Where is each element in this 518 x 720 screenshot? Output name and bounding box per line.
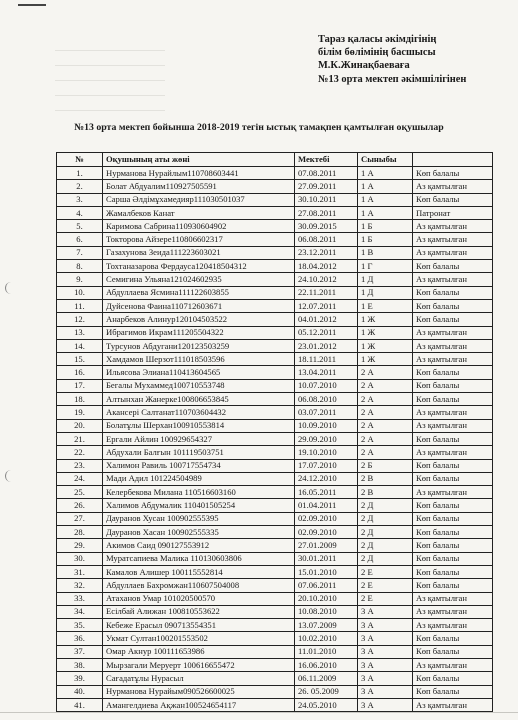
table-row (57, 246, 493, 259)
cell-class: 2 А (358, 366, 413, 379)
cell-date: 16.05.2011 (295, 486, 358, 499)
cell-status: Аз қамтылған (413, 273, 493, 286)
cell-class: 2 А (358, 419, 413, 432)
cell-status: Аз қамтылған (413, 353, 493, 366)
cell-number: 39. (57, 672, 103, 685)
cell-number: 29. (57, 539, 103, 552)
cell-name: Кебеже Ерасыл 090713554351 (103, 619, 295, 632)
table-row (57, 406, 493, 419)
cell-date: 27.09.2011 (295, 180, 358, 193)
cell-date: 10.08.2010 (295, 605, 358, 618)
table-row (57, 432, 493, 445)
cell-name: Халимон Равиль 100717554734 (103, 459, 295, 472)
cell-number: 37. (57, 645, 103, 658)
cell-status: Көп балалы (413, 432, 493, 445)
cell-class: 3 А (358, 698, 413, 711)
cell-class: 2 А (358, 406, 413, 419)
cell-number: 11. (57, 299, 103, 312)
cell-number: 17. (57, 379, 103, 392)
cell-name: Халимов Абдумалик 110401505254 (103, 499, 295, 512)
cell-date: 02.09.2010 (295, 526, 358, 539)
cell-date: 22.11.2011 (295, 286, 358, 299)
cell-number: 18. (57, 393, 103, 406)
cell-status: Көп балалы (413, 260, 493, 273)
table-header-row (57, 153, 493, 167)
cell-date: 16.06.2010 (295, 658, 358, 671)
cell-status: Көп балалы (413, 645, 493, 658)
cell-name: Дауранов Хасан 100902555335 (103, 526, 295, 539)
cell-date: 06.08.2010 (295, 393, 358, 406)
cell-status: Аз қамтылған (413, 326, 493, 339)
header-name: Оқушының аты жөні (103, 153, 295, 167)
table-row (57, 619, 493, 632)
cell-date: 24.10.2012 (295, 273, 358, 286)
cell-name: Сарша Әлдімұхамедияр111030501037 (103, 193, 295, 206)
cell-name: Мырзагали Меруерт 100616655472 (103, 658, 295, 671)
cell-class: 2 Д (358, 512, 413, 525)
cell-class: 1 Ж (358, 353, 413, 366)
table-row (57, 326, 493, 339)
cell-status: Көп балалы (413, 193, 493, 206)
cell-date: 02.09.2010 (295, 512, 358, 525)
cell-number: 4. (57, 206, 103, 219)
table-row (57, 446, 493, 459)
cell-status: Көп балалы (413, 299, 493, 312)
cell-class: 1 Ж (358, 313, 413, 326)
cell-number: 35. (57, 619, 103, 632)
cell-name: Газахунова Зеида111223603021 (103, 246, 295, 259)
cell-date: 06.08.2011 (295, 233, 358, 246)
cell-class: 1 А (358, 193, 413, 206)
cell-date: 05.12.2011 (295, 326, 358, 339)
table-row (57, 273, 493, 286)
table-row (57, 220, 493, 233)
cell-number: 31. (57, 565, 103, 578)
cell-number: 8. (57, 260, 103, 273)
cell-name: Турсунов Абдугани120123503259 (103, 339, 295, 352)
cell-number: 2. (57, 180, 103, 193)
cell-status: Аз қамтылған (413, 220, 493, 233)
cell-status: Аз қамтылған (413, 698, 493, 711)
cell-number: 20. (57, 419, 103, 432)
cell-number: 9. (57, 273, 103, 286)
table-row (57, 313, 493, 326)
table-row (57, 286, 493, 299)
cell-date: 06.11.2009 (295, 672, 358, 685)
cell-status: Аз қамтылған (413, 339, 493, 352)
cell-number: 38. (57, 658, 103, 671)
cell-date: 03.07.2011 (295, 406, 358, 419)
cell-class: 2 Е (358, 579, 413, 592)
cell-name: Акансері Салтанат110703604432 (103, 406, 295, 419)
cell-status: Аз қамтылған (413, 246, 493, 259)
cell-date: 20.10.2010 (295, 592, 358, 605)
cell-status: Аз қамтылған (413, 592, 493, 605)
corner-mark (18, 4, 46, 6)
cell-status: Аз қамтылған (413, 446, 493, 459)
cell-status: Көп балалы (413, 393, 493, 406)
cell-number: 28. (57, 526, 103, 539)
cell-status: Көп балалы (413, 472, 493, 485)
table-row (57, 472, 493, 485)
table-row (57, 552, 493, 565)
cell-name: Ибрагимов Икрам111205504322 (103, 326, 295, 339)
cell-class: 2 Д (358, 552, 413, 565)
students-table (56, 152, 493, 712)
cell-status: Аз қамтылған (413, 233, 493, 246)
cell-class: 1 Е (358, 299, 413, 312)
cell-status: Көп балалы (413, 313, 493, 326)
cell-number: 3. (57, 193, 103, 206)
table-row (57, 379, 493, 392)
table-row (57, 353, 493, 366)
cell-date: 30.01.2011 (295, 552, 358, 565)
cell-name: Укмат Султан100201553502 (103, 632, 295, 645)
cell-status: Аз қамтылған (413, 486, 493, 499)
cell-date: 12.07.2011 (295, 299, 358, 312)
addressee-line: білім бөлімінің басшысы (318, 47, 436, 59)
cell-status: Көп балалы (413, 685, 493, 698)
cell-status: Көп балалы (413, 552, 493, 565)
table-row (57, 539, 493, 552)
cell-class: 2 А (358, 393, 413, 406)
cell-date: 10.07.2010 (295, 379, 358, 392)
cell-number: 23. (57, 459, 103, 472)
cell-number: 1. (57, 167, 103, 180)
cell-status: Көп балалы (413, 379, 493, 392)
cell-class: 2 Д (358, 539, 413, 552)
cell-class: 1 В (358, 246, 413, 259)
table-row (57, 592, 493, 605)
cell-status: Көп балалы (413, 499, 493, 512)
cell-name: Камалов Алишер 100115552814 (103, 565, 295, 578)
cell-status: Көп балалы (413, 526, 493, 539)
cell-date: 24.05.2010 (295, 698, 358, 711)
cell-status: Аз қамтылған (413, 619, 493, 632)
cell-class: 1 Ж (358, 339, 413, 352)
cell-number: 22. (57, 446, 103, 459)
cell-name: Омар Акнур 100111653986 (103, 645, 295, 658)
table-row (57, 339, 493, 352)
table-row (57, 565, 493, 578)
cell-date: 10.02.2010 (295, 632, 358, 645)
cell-class: 1 А (358, 167, 413, 180)
addressee-line: М.К.Жинақбаеваға (318, 60, 410, 72)
cell-name: Амангелдиева Ақжан100524654117 (103, 698, 295, 711)
table-row (57, 459, 493, 472)
cell-class: 3 А (358, 632, 413, 645)
cell-class: 2 Е (358, 592, 413, 605)
cell-name: Абдуллаева Ясмина111122603855 (103, 286, 295, 299)
table-row (57, 526, 493, 539)
table-row (57, 672, 493, 685)
cell-date: 30.10.2011 (295, 193, 358, 206)
table-row (57, 419, 493, 432)
cell-number: 41. (57, 698, 103, 711)
cell-class: 2 А (358, 446, 413, 459)
table-row (57, 499, 493, 512)
cell-status: Көп балалы (413, 167, 493, 180)
table-row (57, 180, 493, 193)
cell-date: 23.01.2012 (295, 339, 358, 352)
cell-name: Болатұлы Шерхан100910553814 (103, 419, 295, 432)
cell-status: Аз қамтылған (413, 658, 493, 671)
cell-number: 5. (57, 220, 103, 233)
cell-name: Тохтаназарова Фердауса120418504312 (103, 260, 295, 273)
punch-hole-mark (5, 282, 16, 294)
cell-date: 13.07.2009 (295, 619, 358, 632)
cell-name: Нурманова Нурайлым110708603441 (103, 167, 295, 180)
table-row (57, 167, 493, 180)
cell-number: 26. (57, 499, 103, 512)
cell-number: 14. (57, 339, 103, 352)
cell-name: Абдуллаев Бахромжан110607504008 (103, 579, 295, 592)
addressee-line: Тараз қаласы әкімдігінің (318, 34, 437, 45)
cell-number: 30. (57, 552, 103, 565)
cell-number: 40. (57, 685, 103, 698)
cell-status: Көп балалы (413, 632, 493, 645)
table-row (57, 260, 493, 273)
table-row (57, 233, 493, 246)
cell-class: 3 А (358, 619, 413, 632)
cell-class: 3 А (358, 645, 413, 658)
cell-date: 11.01.2010 (295, 645, 358, 658)
page-edge-line (0, 712, 518, 713)
cell-name: Алтынхан Жанерке100806653845 (103, 393, 295, 406)
cell-class: 2 Е (358, 565, 413, 578)
cell-class: 2 В (358, 472, 413, 485)
cell-number: 13. (57, 326, 103, 339)
cell-date: 01.04.2011 (295, 499, 358, 512)
cell-date: 15.01.2010 (295, 565, 358, 578)
cell-name: Жамалбеков Канат (103, 206, 295, 219)
cell-name: Акимов Саид 090127553912 (103, 539, 295, 552)
cell-date: 18.04.2012 (295, 260, 358, 273)
cell-class: 3 А (358, 672, 413, 685)
cell-status: Көп балалы (413, 579, 493, 592)
table-row (57, 698, 493, 711)
cell-name: Дауранов Хусан 100902555395 (103, 512, 295, 525)
cell-status: Көп балалы (413, 512, 493, 525)
cell-status: Аз қамтылған (413, 406, 493, 419)
cell-name: Хамдамов Шерзот111018503596 (103, 353, 295, 366)
faded-bleed-through (55, 40, 165, 115)
table-row (57, 393, 493, 406)
cell-class: 1 Д (358, 273, 413, 286)
cell-name: Есілбай Алижан 100810553622 (103, 605, 295, 618)
cell-class: 1 Б (358, 220, 413, 233)
cell-class: 3 А (358, 658, 413, 671)
cell-date: 27.01.2009 (295, 539, 358, 552)
cell-number: 32. (57, 579, 103, 592)
cell-number: 19. (57, 406, 103, 419)
cell-name: Мади Адил 101224504989 (103, 472, 295, 485)
cell-number: 33. (57, 592, 103, 605)
table-row (57, 366, 493, 379)
table-row (57, 658, 493, 671)
cell-class: 2 А (358, 379, 413, 392)
cell-class: 2 Д (358, 526, 413, 539)
cell-number: 7. (57, 246, 103, 259)
header-school: Мектебі (295, 153, 358, 167)
cell-status: Көп балалы (413, 539, 493, 552)
cell-status: Аз қамтылған (413, 419, 493, 432)
cell-status: Көп балалы (413, 366, 493, 379)
cell-name: Абдухали Балғын 101119503751 (103, 446, 295, 459)
cell-number: 6. (57, 233, 103, 246)
cell-date: 30.09.2015 (295, 220, 358, 233)
cell-date: 18.11.2011 (295, 353, 358, 366)
addressee-line: №13 орта мектеп әкімшілігінен (318, 73, 467, 85)
cell-date: 04.01.2012 (295, 313, 358, 326)
cell-date: 27.08.2011 (295, 206, 358, 219)
cell-name: Семигина Ульяна121024602935 (103, 273, 295, 286)
cell-date: 23.12.2011 (295, 246, 358, 259)
table-row (57, 579, 493, 592)
cell-name: Муратсапиева Малика 110130603806 (103, 552, 295, 565)
table-body (57, 167, 493, 712)
cell-date: 17.07.2010 (295, 459, 358, 472)
table-row (57, 632, 493, 645)
cell-name: Дуйсенова Фаина110712603671 (103, 299, 295, 312)
document-title: №13 орта мектеп бойынша 2018-2019 тегін ыстық тамақпен қамтылған оқушылар (74, 122, 444, 133)
cell-class: 1 А (358, 206, 413, 219)
cell-date: 29.09.2010 (295, 432, 358, 445)
cell-class: 1 Б (358, 233, 413, 246)
table-row (57, 512, 493, 525)
cell-status: Көп балалы (413, 459, 493, 472)
table-row (57, 486, 493, 499)
cell-name: Токторова Айзере110806602317 (103, 233, 295, 246)
table-row (57, 645, 493, 658)
cell-number: 34. (57, 605, 103, 618)
punch-hole-mark (5, 470, 16, 482)
cell-name: Атаханов Умар 101020500570 (103, 592, 295, 605)
addressee-block (318, 33, 508, 86)
cell-status: Патронат (413, 206, 493, 219)
cell-class: 1 Д (358, 286, 413, 299)
cell-number: 24. (57, 472, 103, 485)
cell-name: Нурманова Нурайым090526600025 (103, 685, 295, 698)
cell-number: 21. (57, 432, 103, 445)
header-status (413, 153, 493, 167)
cell-class: 3 А (358, 605, 413, 618)
cell-class: 1 Г (358, 260, 413, 273)
cell-number: 15. (57, 353, 103, 366)
cell-number: 27. (57, 512, 103, 525)
cell-date: 13.04.2011 (295, 366, 358, 379)
cell-class: 2 А (358, 432, 413, 445)
cell-number: 16. (57, 366, 103, 379)
header-class: Сыныбы (358, 153, 413, 167)
cell-number: 10. (57, 286, 103, 299)
cell-date: 10.09.2010 (295, 419, 358, 432)
cell-name: Ильясова Элиана110413604565 (103, 366, 295, 379)
cell-status: Аз қамтылған (413, 605, 493, 618)
table-row (57, 685, 493, 698)
cell-name: Каримова Сабрина110930604902 (103, 220, 295, 233)
cell-name: Ергали Айлин 100929654327 (103, 432, 295, 445)
cell-status: Көп балалы (413, 565, 493, 578)
cell-date: 07.08.2011 (295, 167, 358, 180)
cell-class: 2 Д (358, 499, 413, 512)
cell-date: 07.06.2011 (295, 579, 358, 592)
cell-date: 26. 05.2009 (295, 685, 358, 698)
table-row (57, 605, 493, 618)
cell-status: Аз қамтылған (413, 180, 493, 193)
cell-number: 25. (57, 486, 103, 499)
table-row (57, 193, 493, 206)
cell-number: 36. (57, 632, 103, 645)
cell-name: Анарбеков Алинур120104503522 (103, 313, 295, 326)
cell-class: 1 А (358, 180, 413, 193)
cell-status: Көп балалы (413, 672, 493, 685)
cell-status: Көп балалы (413, 286, 493, 299)
cell-class: 2 В (358, 486, 413, 499)
cell-class: 1 Ж (358, 326, 413, 339)
cell-name: Келербекова Милана 110516603160 (103, 486, 295, 499)
cell-name: Бегалы Мухаммед100710553748 (103, 379, 295, 392)
cell-class: 2 Б (358, 459, 413, 472)
table-row (57, 299, 493, 312)
table-row (57, 206, 493, 219)
cell-date: 24.12.2010 (295, 472, 358, 485)
cell-name: Сағадатұлы Нурасыл (103, 672, 295, 685)
header-number: № (57, 153, 103, 167)
cell-class: 3 А (358, 685, 413, 698)
cell-number: 12. (57, 313, 103, 326)
cell-name: Болат Абдуалим110927505591 (103, 180, 295, 193)
cell-date: 19.10.2010 (295, 446, 358, 459)
